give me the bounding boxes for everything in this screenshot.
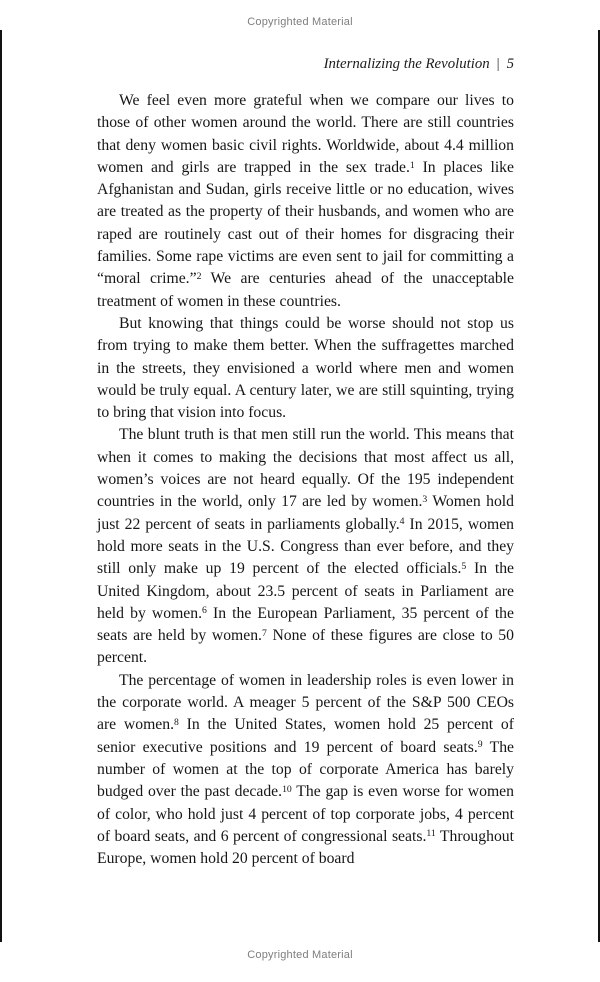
copyright-notice-bottom: Copyrighted Material [247,949,353,961]
paragraph: But knowing that things could be worse should not stop us from trying to make them better. When the suffragettes marched in the streets, they envisioned a world where men and women would be truly equal. A century later, we are still squinting, trying to bring that vision into focus. [97,314,514,422]
footnote-marker: 10 [282,783,292,795]
page-edge-line-left [0,30,2,942]
footnote-marker: 2 [196,271,202,282]
paragraph: The blunt truth is that men still run the world. This means that when it comes to making the decisions that most affect us all, women’s voices are not heard equally. Of the 195 independent countries in the world, only 17 are led by women.$^3$ Women hold just 22 percent of seats in parliaments globally.$^4$ In 2015, women hold more seats in the U.S. Congress than ever before, and they still only make up 19 percent of the elected officials.$^5$ In the United Kingdom, about 23.5 percent of seats in Parliament are held by women.$^6$ In the European Parliament, 35 percent of the seats are held by women.$^7$ None of these figures are close to 50 percent. [97,426,515,667]
chapter-title: Internalizing the Revolution [323,56,490,72]
footnote-marker: 5 [461,560,467,572]
paragraph: The percentage of women in leadership roles is even lower in the corporate world. A meager 5 percent of the S&P 500 CEOs are women.$^8$ In the United States, women hold 25 percent of senior executive positions and 19 percent of board seats.$^9$ The number of women at the top of corporate America has barely budged over the past decade.$^{10}$ The gap is even worse for women of color, who hold just 4 percent of top corporate jobs, 4 percent of board seats, and 6 percent of congressional seats.$^{11}$ Throughout Europe, women hold 20 percent of board [97,671,515,868]
paragraph: We feel even more grateful when we compare our lives to those of other women around the world. There are still countries that deny women basic civil rights. Worldwide, about 4.4 million women and girls are trapped in the sex trade.$^1$ In places like Afghanistan and Sudan, girls receive little or no education, wives are treated as the property of their husbands, and women who are raped are routinely cast out of their homes for disgracing their families. Some rape victims are even sent to jail for committing a “moral crime.”$^2$ We are centuries ahead of the unacceptable treatment of women in these countries. [97,92,514,310]
footnote-marker: 9 [477,739,483,751]
footnote-marker: 11 [426,828,436,840]
footnote-marker: 6 [202,605,207,617]
footnote-marker: 7 [261,627,267,639]
page-number: 5 [506,56,514,72]
book-page [97,56,514,870]
running-header [97,56,514,73]
footnote-marker: 3 [422,493,428,505]
copyright-notice-top: Copyrighted Material [247,16,353,28]
footnote-marker: 8 [174,716,179,728]
header-separator: | [496,56,500,72]
body-text [97,90,514,870]
footnote-marker: 4 [399,516,405,528]
footnote-marker: 1 [409,159,415,171]
